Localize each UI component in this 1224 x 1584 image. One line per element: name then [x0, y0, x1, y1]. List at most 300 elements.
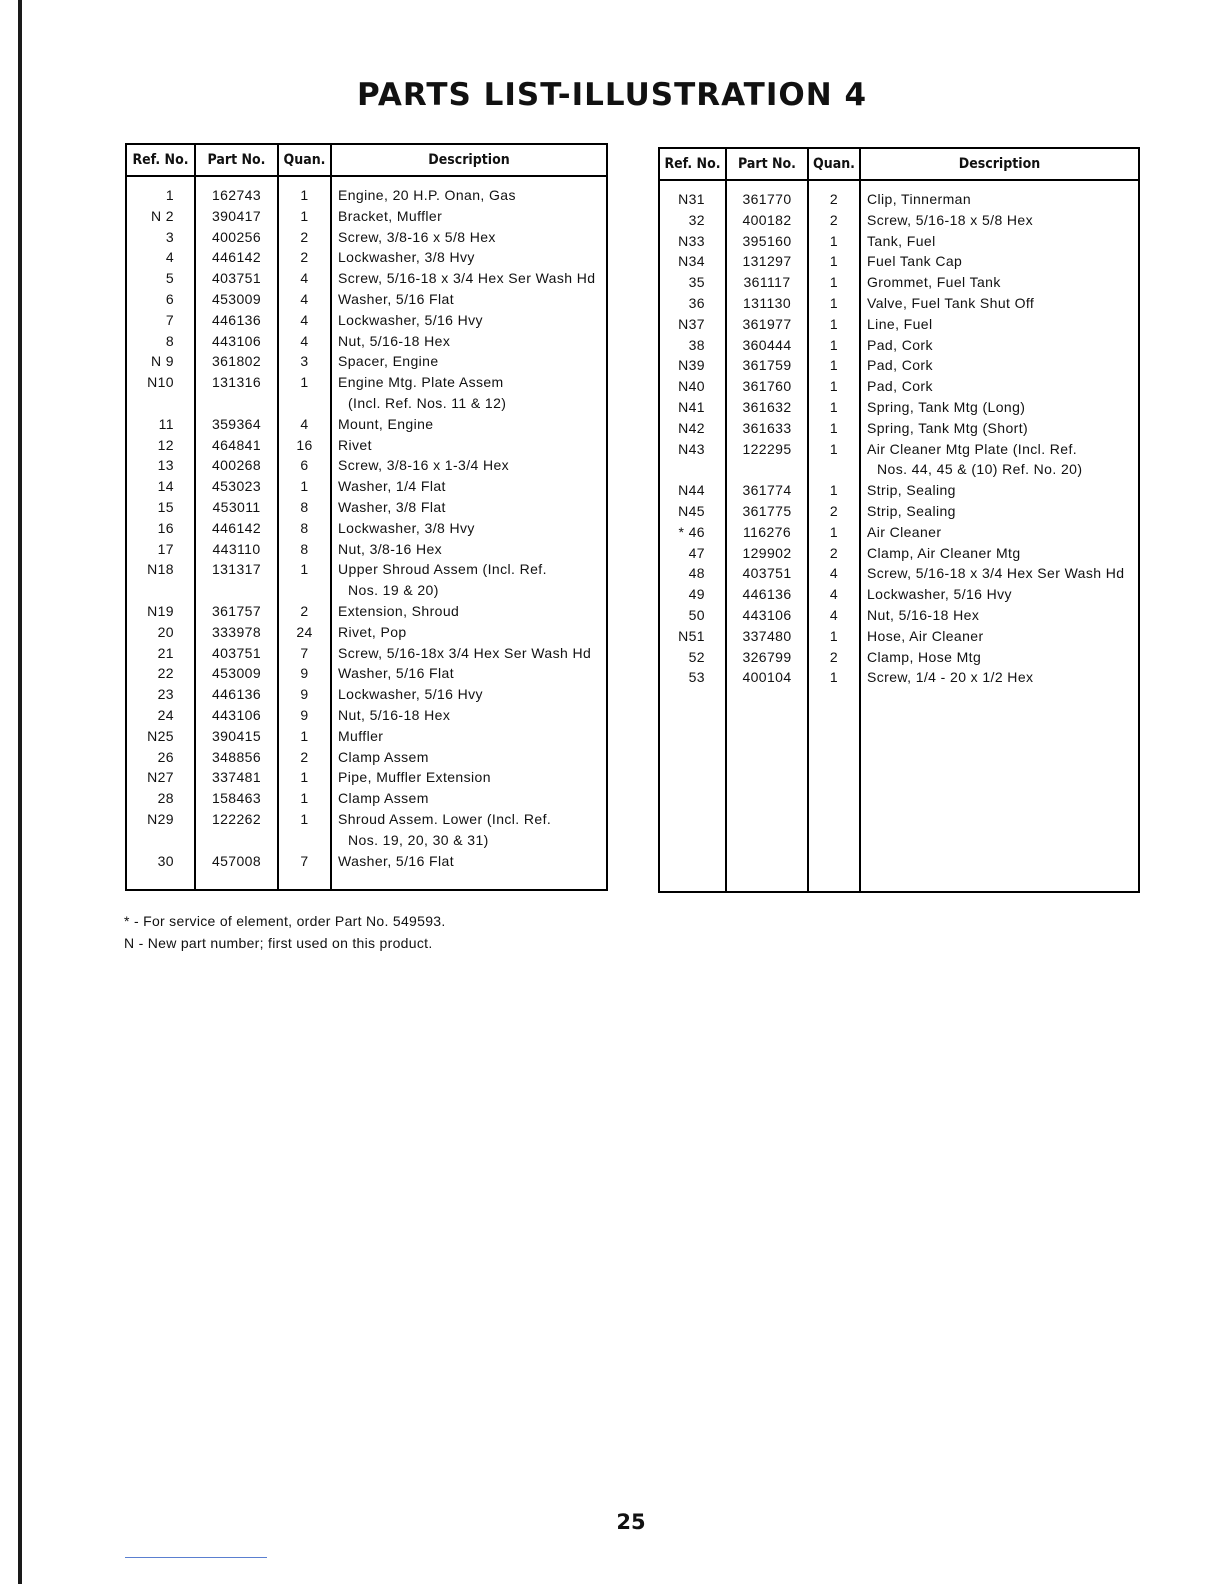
table-row	[126, 767, 607, 788]
description-cell: Nut, 3/8-16 Hex	[331, 539, 607, 560]
description-cell: Washer, 5/16 Flat	[331, 289, 607, 310]
quantity-cell: 1	[808, 480, 860, 501]
quantity-cell: 2	[278, 227, 331, 248]
table-row	[126, 206, 607, 227]
ref-no-cell: 38	[688, 336, 705, 353]
part-no-cell: 361760	[726, 376, 808, 397]
header-quan: Quan.	[808, 148, 860, 180]
ref-no-cell: N42	[678, 419, 705, 436]
part-no-cell: 359364	[195, 414, 278, 435]
table-row	[126, 663, 607, 684]
table-row	[126, 809, 607, 830]
part-no-cell: 403751	[195, 268, 278, 289]
quantity-cell: 6	[278, 455, 331, 476]
table-row	[126, 580, 607, 601]
ref-no-cell: N19	[147, 602, 174, 619]
part-no-cell: 457008	[195, 851, 278, 872]
empty-cell	[860, 688, 1139, 892]
description-cell: Washer, 1/4 Flat	[331, 476, 607, 497]
description-cell: Mount, Engine	[331, 414, 607, 435]
part-no-cell: 443110	[195, 539, 278, 560]
description-cell: Valve, Fuel Tank Shut Off	[860, 293, 1139, 314]
quantity-cell: 2	[808, 210, 860, 231]
header-description: Description	[331, 144, 607, 176]
part-no-cell: 337480	[726, 626, 808, 647]
table-row	[126, 435, 607, 456]
quantity-cell: 7	[278, 851, 331, 872]
table-row	[126, 559, 607, 580]
ref-no-cell: N18	[147, 561, 174, 578]
empty-cell	[808, 688, 860, 892]
ref-no-cell	[126, 830, 195, 851]
table-row	[126, 747, 607, 768]
ref-no-cell: N43	[678, 440, 705, 457]
ref-no-cell: 26	[157, 748, 174, 765]
ref-no-cell: N51	[678, 627, 705, 644]
table-row	[659, 647, 1139, 668]
description-cell: Air Cleaner	[860, 522, 1139, 543]
quantity-cell: 8	[278, 497, 331, 518]
table-row	[659, 418, 1139, 439]
page-number: 25	[616, 1510, 646, 1534]
ref-no-cell: 17	[157, 540, 174, 557]
table-row	[659, 272, 1139, 293]
ref-no-cell: N44	[678, 482, 705, 499]
description-cell: Air Cleaner Mtg Plate (Incl. Ref.	[860, 439, 1139, 460]
description-cell: Clip, Tinnerman	[860, 180, 1139, 210]
parts-table-right	[658, 147, 1140, 893]
table-row	[659, 480, 1139, 501]
part-no-cell: 453011	[195, 497, 278, 518]
table-row	[126, 830, 607, 851]
quantity-cell: 1	[808, 418, 860, 439]
table-row	[659, 667, 1139, 688]
ref-no-cell: 22	[157, 665, 174, 682]
part-no-cell: 446136	[726, 584, 808, 605]
quantity-cell: 1	[808, 667, 860, 688]
part-no-cell: 443106	[195, 705, 278, 726]
part-no-cell: 453009	[195, 289, 278, 310]
quantity-cell	[808, 459, 860, 480]
footnote-new-part: N - New part number; first used on this product.	[124, 935, 433, 951]
ref-no-cell: 50	[688, 606, 705, 623]
description-cell: Screw, 5/16-18 x 5/8 Hex	[860, 210, 1139, 231]
part-no-cell: 395160	[726, 231, 808, 252]
description-cell: Clamp Assem	[331, 788, 607, 809]
description-cell: Screw, 5/16-18 x 3/4 Hex Ser Wash Hd	[331, 268, 607, 289]
description-cell: Rivet	[331, 435, 607, 456]
table-row	[126, 227, 607, 248]
table-row	[659, 584, 1139, 605]
ref-no-cell	[659, 459, 726, 480]
empty-cell	[278, 871, 331, 890]
description-cell: Clamp, Air Cleaner Mtg	[860, 543, 1139, 564]
table-row	[126, 788, 607, 809]
quantity-cell: 24	[278, 622, 331, 643]
part-no-cell: 337481	[195, 767, 278, 788]
quantity-cell: 1	[808, 272, 860, 293]
part-no-cell	[195, 580, 278, 601]
description-cell: Nos. 44, 45 & (10) Ref. No. 20)	[860, 459, 1139, 480]
ref-no-cell: N27	[147, 769, 174, 786]
bottom-rule	[125, 1557, 267, 1558]
table-row	[126, 414, 607, 435]
empty-cell	[126, 871, 195, 890]
table-row	[659, 543, 1139, 564]
table-row	[659, 180, 1139, 210]
quantity-cell	[278, 393, 331, 414]
part-no-cell: 361977	[726, 314, 808, 335]
table-row	[126, 268, 607, 289]
quantity-cell: 2	[808, 543, 860, 564]
part-no-cell: 446136	[195, 310, 278, 331]
ref-no-cell: 23	[157, 686, 174, 703]
quantity-cell: 2	[278, 601, 331, 622]
description-cell: Lockwasher, 5/16 Hvy	[331, 310, 607, 331]
quantity-cell: 16	[278, 435, 331, 456]
parts-table-left	[125, 143, 608, 891]
table-row	[659, 293, 1139, 314]
table-row	[126, 622, 607, 643]
description-cell: Upper Shroud Assem (Incl. Ref.	[331, 559, 607, 580]
table-row	[659, 522, 1139, 543]
ref-no-cell: 11	[158, 415, 174, 432]
table-row	[659, 459, 1139, 480]
ref-no-cell: N25	[147, 727, 174, 744]
ref-no-cell: N 2	[151, 207, 174, 224]
description-cell: Strip, Sealing	[860, 501, 1139, 522]
quantity-cell: 3	[278, 351, 331, 372]
description-cell: Engine Mtg. Plate Assem	[331, 372, 607, 393]
ref-no-cell: 8	[165, 332, 174, 349]
quantity-cell: 1	[278, 809, 331, 830]
quantity-cell: 1	[808, 626, 860, 647]
table-row	[126, 705, 607, 726]
quantity-cell: 1	[808, 355, 860, 376]
part-no-cell: 348856	[195, 747, 278, 768]
description-cell: Pad, Cork	[860, 376, 1139, 397]
ref-no-cell: 24	[157, 706, 174, 723]
part-no-cell: 446142	[195, 247, 278, 268]
ref-no-cell: 4	[165, 249, 174, 266]
footnote-asterisk: * - For service of element, order Part No. 549593.	[124, 913, 446, 929]
table-row	[126, 310, 607, 331]
part-no-cell: 333978	[195, 622, 278, 643]
quantity-cell: 4	[278, 268, 331, 289]
table-row	[659, 314, 1139, 335]
ref-no-cell: 21	[157, 644, 174, 661]
ref-no-cell: N31	[678, 191, 705, 207]
scan-edge	[18, 0, 22, 1584]
description-cell: Screw, 5/16-18x 3/4 Hex Ser Wash Hd	[331, 643, 607, 664]
description-cell: Tank, Fuel	[860, 231, 1139, 252]
ref-no-cell: 53	[688, 669, 705, 686]
quantity-cell: 4	[278, 414, 331, 435]
description-cell: Line, Fuel	[860, 314, 1139, 335]
part-no-cell: 446136	[195, 684, 278, 705]
table-row	[126, 247, 607, 268]
table-row	[659, 251, 1139, 272]
part-no-cell: 361775	[726, 501, 808, 522]
quantity-cell	[278, 580, 331, 601]
description-cell: Engine, 20 H.P. Onan, Gas	[331, 176, 607, 206]
table-row	[126, 601, 607, 622]
page-title: PARTS LIST-ILLUSTRATION 4	[356, 76, 868, 113]
quantity-cell: 1	[278, 726, 331, 747]
ref-no-cell: N41	[678, 398, 705, 415]
ref-no-cell: 12	[157, 436, 174, 453]
ref-no-cell: 15	[157, 498, 174, 515]
part-no-cell: 400268	[195, 455, 278, 476]
ref-no-cell: 20	[157, 623, 174, 640]
ref-no-cell: 1	[165, 187, 174, 203]
description-cell: Shroud Assem. Lower (Incl. Ref.	[331, 809, 607, 830]
part-no-cell: 361633	[726, 418, 808, 439]
header-description: Description	[860, 148, 1139, 180]
part-no-cell: 361802	[195, 351, 278, 372]
quantity-cell: 1	[808, 522, 860, 543]
table-row	[659, 439, 1139, 460]
description-cell: Pipe, Muffler Extension	[331, 767, 607, 788]
empty-cell	[659, 688, 726, 892]
empty-cell	[726, 688, 808, 892]
description-cell: Nut, 5/16-18 Hex	[331, 331, 607, 352]
quantity-cell: 8	[278, 539, 331, 560]
table-row	[126, 497, 607, 518]
quantity-cell: 1	[278, 788, 331, 809]
part-no-cell: 446142	[195, 518, 278, 539]
header-ref-no: Ref. No.	[126, 144, 195, 176]
description-cell: Lockwasher, 3/8 Hvy	[331, 518, 607, 539]
ref-no-cell: 28	[157, 790, 174, 807]
table-row	[659, 501, 1139, 522]
table-row	[659, 210, 1139, 231]
header-part-no: Part No.	[726, 148, 808, 180]
parts-table-right-body	[659, 180, 1139, 892]
part-no-cell: 400256	[195, 227, 278, 248]
table-row	[659, 231, 1139, 252]
description-cell: Lockwasher, 5/16 Hvy	[860, 584, 1139, 605]
description-cell: Bracket, Muffler	[331, 206, 607, 227]
part-no-cell: 390417	[195, 206, 278, 227]
header-quan: Quan.	[278, 144, 331, 176]
quantity-cell: 2	[278, 247, 331, 268]
quantity-cell: 1	[808, 335, 860, 356]
ref-no-cell: 13	[157, 457, 174, 474]
part-no-cell: 403751	[195, 643, 278, 664]
ref-no-cell: N45	[678, 502, 705, 519]
table-row	[126, 176, 607, 206]
ref-no-cell: 6	[165, 290, 174, 307]
description-cell: Screw, 5/16-18 x 3/4 Hex Ser Wash Hd	[860, 563, 1139, 584]
description-cell: Clamp, Hose Mtg	[860, 647, 1139, 668]
quantity-cell: 1	[278, 559, 331, 580]
ref-no-cell: 49	[688, 586, 705, 603]
quantity-cell: 4	[278, 331, 331, 352]
description-cell: Spring, Tank Mtg (Short)	[860, 418, 1139, 439]
part-no-cell: 464841	[195, 435, 278, 456]
quantity-cell: 1	[808, 314, 860, 335]
ref-no-cell	[126, 580, 195, 601]
part-no-cell: 400104	[726, 667, 808, 688]
table-filler-row	[126, 871, 607, 890]
description-cell: Washer, 3/8 Flat	[331, 497, 607, 518]
table-row	[126, 684, 607, 705]
description-cell: Lockwasher, 3/8 Hvy	[331, 247, 607, 268]
table-row	[126, 331, 607, 352]
ref-no-cell: N29	[147, 810, 174, 827]
part-no-cell: 131130	[726, 293, 808, 314]
quantity-cell: 2	[808, 647, 860, 668]
part-no-cell: 131316	[195, 372, 278, 393]
table-row	[126, 643, 607, 664]
description-cell: Lockwasher, 5/16 Hvy	[331, 684, 607, 705]
part-no-cell	[195, 393, 278, 414]
table-row	[126, 351, 607, 372]
header-part-no: Part No.	[195, 144, 278, 176]
table-row	[126, 518, 607, 539]
ref-no-cell: 47	[688, 544, 705, 561]
quantity-cell: 1	[278, 176, 331, 206]
ref-no-cell: 3	[165, 228, 174, 245]
description-cell: Pad, Cork	[860, 355, 1139, 376]
table-row	[126, 289, 607, 310]
part-no-cell: 361774	[726, 480, 808, 501]
table-row	[659, 563, 1139, 584]
description-cell: Spring, Tank Mtg (Long)	[860, 397, 1139, 418]
part-no-cell: 360444	[726, 335, 808, 356]
empty-cell	[331, 871, 607, 890]
part-no-cell: 122262	[195, 809, 278, 830]
description-cell: (Incl. Ref. Nos. 11 & 12)	[331, 393, 607, 414]
description-cell: Screw, 3/8-16 x 1-3/4 Hex	[331, 455, 607, 476]
table-row	[659, 335, 1139, 356]
quantity-cell: 1	[278, 372, 331, 393]
part-no-cell: 400182	[726, 210, 808, 231]
table-row	[659, 605, 1139, 626]
table-row	[659, 626, 1139, 647]
part-no-cell: 390415	[195, 726, 278, 747]
ref-no-cell: 16	[157, 519, 174, 536]
quantity-cell: 2	[278, 747, 331, 768]
quantity-cell: 7	[278, 643, 331, 664]
description-cell: Nut, 5/16-18 Hex	[860, 605, 1139, 626]
description-cell: Hose, Air Cleaner	[860, 626, 1139, 647]
quantity-cell	[278, 830, 331, 851]
parts-table-left-body	[126, 176, 607, 890]
ref-no-cell: N34	[678, 253, 705, 270]
part-no-cell: 361117	[726, 272, 808, 293]
quantity-cell: 1	[808, 397, 860, 418]
part-no-cell: 131317	[195, 559, 278, 580]
ref-no-cell: 48	[688, 565, 705, 582]
part-no-cell: 403751	[726, 563, 808, 584]
quantity-cell: 1	[808, 231, 860, 252]
table-row	[126, 476, 607, 497]
ref-no-cell: N39	[678, 357, 705, 374]
description-cell: Screw, 3/8-16 x 5/8 Hex	[331, 227, 607, 248]
ref-no-cell: N 9	[151, 353, 174, 370]
ref-no-cell: N37	[678, 315, 705, 332]
description-cell: Fuel Tank Cap	[860, 251, 1139, 272]
footnotes	[124, 910, 446, 954]
quantity-cell: 8	[278, 518, 331, 539]
ref-no-cell: 7	[165, 311, 174, 328]
description-cell: Nut, 5/16-18 Hex	[331, 705, 607, 726]
quantity-cell: 9	[278, 684, 331, 705]
description-cell: Strip, Sealing	[860, 480, 1139, 501]
ref-no-cell: 30	[157, 852, 174, 869]
quantity-cell: 2	[808, 180, 860, 210]
table-filler-row	[659, 688, 1139, 892]
quantity-cell: 4	[278, 310, 331, 331]
header-ref-no: Ref. No.	[659, 148, 726, 180]
ref-no-cell: * 46	[678, 523, 705, 540]
description-cell: Washer, 5/16 Flat	[331, 851, 607, 872]
description-cell: Rivet, Pop	[331, 622, 607, 643]
description-cell: Spacer, Engine	[331, 351, 607, 372]
quantity-cell: 1	[278, 476, 331, 497]
ref-no-cell: 14	[157, 478, 174, 495]
description-cell: Clamp Assem	[331, 747, 607, 768]
part-no-cell: 443106	[726, 605, 808, 626]
table-row	[126, 455, 607, 476]
ref-no-cell: 36	[688, 294, 705, 311]
part-no-cell: 162743	[195, 176, 278, 206]
table-row	[126, 539, 607, 560]
quantity-cell: 4	[808, 584, 860, 605]
part-no-cell: 122295	[726, 439, 808, 460]
part-no-cell: 326799	[726, 647, 808, 668]
part-no-cell: 361759	[726, 355, 808, 376]
ref-no-cell: 35	[688, 274, 705, 291]
part-no-cell: 158463	[195, 788, 278, 809]
empty-cell	[195, 871, 278, 890]
ref-no-cell: N10	[147, 374, 174, 391]
table-header-row	[126, 144, 607, 176]
part-no-cell: 361770	[726, 180, 808, 210]
description-cell: Muffler	[331, 726, 607, 747]
description-cell: Washer, 5/16 Flat	[331, 663, 607, 684]
part-no-cell: 129902	[726, 543, 808, 564]
table-header-row	[659, 148, 1139, 180]
part-no-cell	[195, 830, 278, 851]
table-row	[659, 355, 1139, 376]
part-no-cell: 131297	[726, 251, 808, 272]
part-no-cell: 116276	[726, 522, 808, 543]
quantity-cell: 2	[808, 501, 860, 522]
table-row	[126, 393, 607, 414]
quantity-cell: 1	[278, 206, 331, 227]
description-cell: Pad, Cork	[860, 335, 1139, 356]
quantity-cell: 4	[808, 563, 860, 584]
quantity-cell: 1	[808, 293, 860, 314]
table-row	[126, 851, 607, 872]
quantity-cell: 1	[278, 767, 331, 788]
description-cell: Grommet, Fuel Tank	[860, 272, 1139, 293]
table-row	[126, 726, 607, 747]
description-cell: Nos. 19, 20, 30 & 31)	[331, 830, 607, 851]
part-no-cell: 361757	[195, 601, 278, 622]
table-row	[659, 376, 1139, 397]
description-cell: Extension, Shroud	[331, 601, 607, 622]
ref-no-cell	[126, 393, 195, 414]
ref-no-cell: 5	[165, 270, 174, 287]
ref-no-cell: N40	[678, 378, 705, 395]
quantity-cell: 4	[278, 289, 331, 310]
table-row	[126, 372, 607, 393]
quantity-cell: 1	[808, 251, 860, 272]
